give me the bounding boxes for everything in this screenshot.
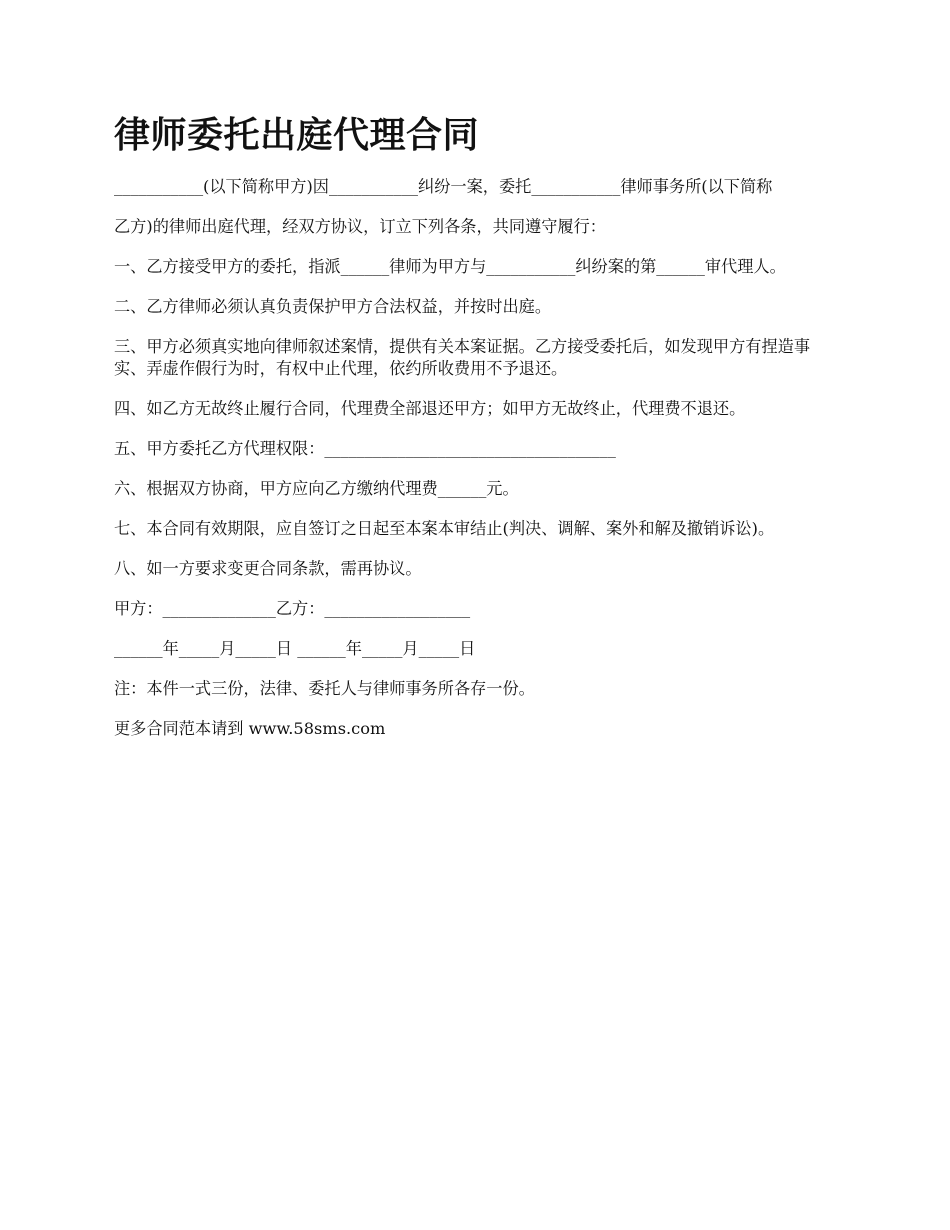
clause-6: 六、根据双方协商，甲方应向乙方缴纳代理费______元。 bbox=[114, 479, 519, 498]
note: 注：本件一式三份，法律、委托人与律师事务所各存一份。 bbox=[114, 679, 535, 698]
paragraph-intro-2: 乙方)的律师出庭代理，经双方协议，订立下列各条，共同遵守履行： bbox=[114, 217, 606, 236]
paragraph-intro-1: ___________(以下简称甲方)因___________纠纷一案，委托___________律师事务所(以下简称 bbox=[114, 177, 773, 196]
clause-3: 三、甲方必须真实地向律师叙述案情，提供有关本案证据。乙方接受委托后，如发现甲方有捏造事实、弄虚作假行为时，有权中止代理，依约所收费用不予退还。 bbox=[114, 337, 811, 378]
clause-2: 二、乙方律师必须认真负责保护甲方合法权益，并按时出庭。 bbox=[114, 297, 552, 316]
clause-4: 四、如乙方无故终止履行合同，代理费全部退还甲方；如甲方无故终止，代理费不退还。 bbox=[114, 399, 746, 418]
document-title: 律师委托出庭代理合同 bbox=[114, 115, 480, 156]
footer-more-link: 更多合同范本请到 www.58sms.com bbox=[114, 719, 386, 738]
clause-8: 八、如一方要求变更合同条款，需再协议。 bbox=[114, 559, 422, 578]
document-page bbox=[114, 108, 842, 740]
clause-7: 七、本合同有效期限，应自签订之日起至本案本审结止(判决、调解、案外和解及撤销诉讼)。 bbox=[114, 519, 775, 538]
signature-parties: 甲方：______________乙方：__________________ bbox=[114, 599, 471, 618]
clause-5: 五、甲方委托乙方代理权限：____________________________________ bbox=[114, 439, 616, 458]
signature-dates: ______年_____月_____日 ______年_____月_____日 bbox=[114, 639, 476, 658]
clause-1: 一、乙方接受甲方的委托，指派______律师为甲方与___________纠纷案的第______审代理人。 bbox=[114, 257, 786, 276]
